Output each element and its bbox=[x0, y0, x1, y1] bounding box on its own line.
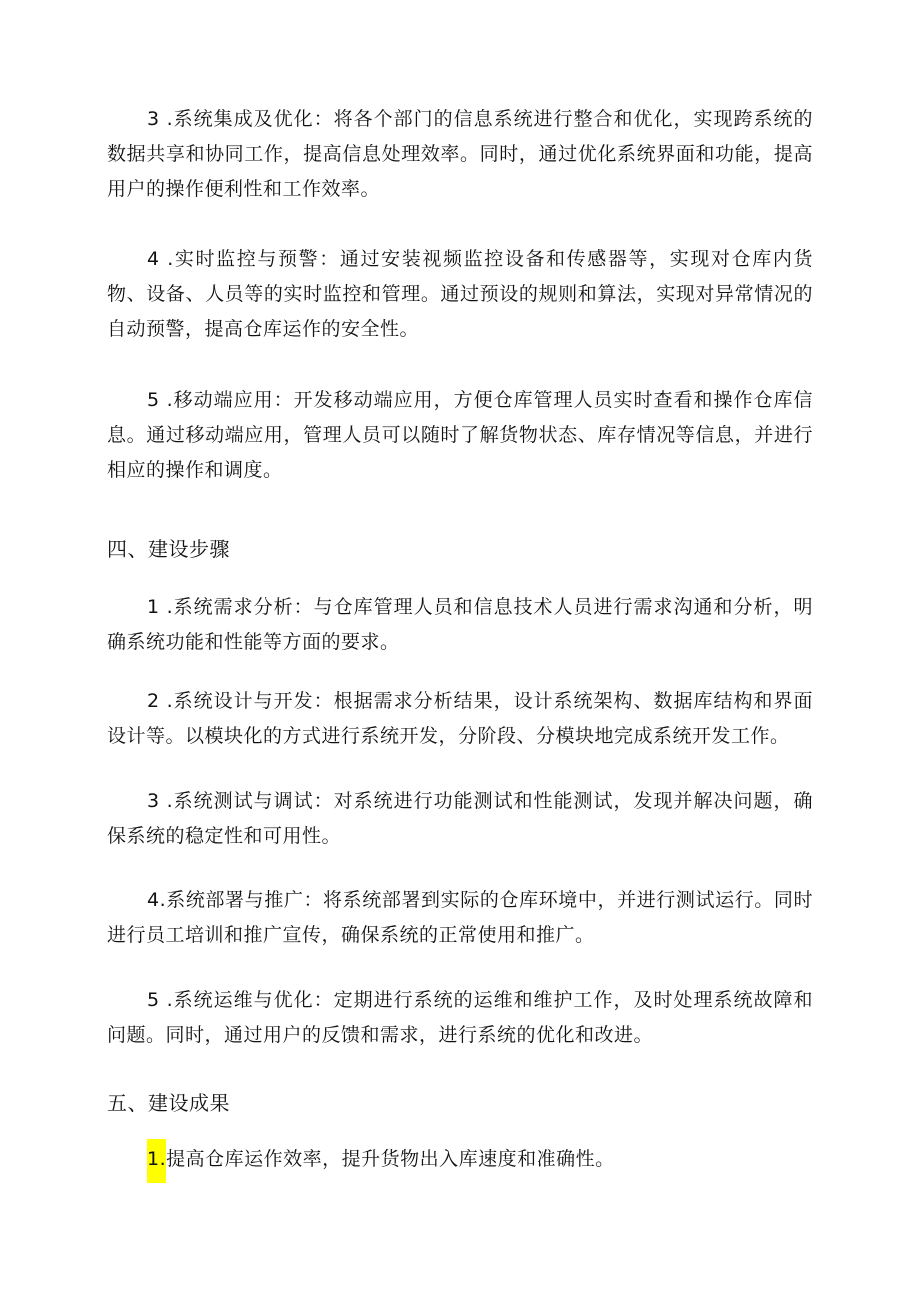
item-text: 提高仓库运作效率，提升货物出入库速度和准确性。 bbox=[166, 1148, 615, 1170]
paragraph-maintenance bbox=[107, 983, 813, 1053]
item-number: 5 bbox=[147, 389, 160, 411]
paragraph-result-efficiency bbox=[107, 1139, 813, 1183]
item-text: .移动端应用：开发移动端应用，方便仓库管理人员实时查看和操作仓库信息。通过移动端应用，管理人员可以随时了解货物状态、库存情况等信息，并进行相应的操作和调度。 bbox=[107, 389, 813, 481]
item-number: 2 bbox=[147, 690, 160, 712]
section-heading-steps: 四、建设步骤 bbox=[107, 537, 230, 561]
item-number: 4 bbox=[147, 248, 160, 270]
paragraph-testing bbox=[107, 784, 813, 854]
paragraph-monitoring bbox=[107, 242, 813, 347]
paragraph-integration bbox=[107, 102, 813, 207]
paragraph-design bbox=[107, 684, 813, 754]
section-heading-results: 五、建设成果 bbox=[107, 1091, 230, 1115]
item-text: .系统运维与优化：定期进行系统的运维和维护工作，及时处理系统故障和问题。同时，通过用户的反馈和需求，进行系统的优化和改进。 bbox=[107, 989, 813, 1046]
item-number: 5 bbox=[147, 989, 160, 1011]
item-number: 4 bbox=[147, 889, 160, 911]
item-number: 1 bbox=[147, 596, 160, 618]
item-text: .系统设计与开发：根据需求分析结果，设计系统架构、数据库结构和界面设计等。以模块化的方式进行系统开发，分阶段、分模块地完成系统开发工作。 bbox=[107, 690, 813, 747]
item-text: .系统测试与调试：对系统进行功能测试和性能测试，发现并解决问题，确保系统的稳定性和可用性。 bbox=[107, 790, 813, 847]
item-number: 3 bbox=[147, 108, 160, 130]
item-number: 3 bbox=[147, 790, 160, 812]
paragraph-requirements bbox=[107, 590, 813, 660]
item-text: .系统集成及优化：将各个部门的信息系统进行整合和优化，实现跨系统的数据共享和协同工作，提高信息处理效率。同时，通过优化系统界面和功能，提高用户的操作便利性和工作效率。 bbox=[107, 108, 813, 200]
item-number-highlighted: 1. bbox=[147, 1139, 166, 1183]
item-text: .系统需求分析：与仓库管理人员和信息技术人员进行需求沟通和分析，明确系统功能和性能等方面的要求。 bbox=[107, 596, 813, 653]
paragraph-deployment bbox=[107, 883, 813, 953]
item-text: .系统部署与推广：将系统部署到实际的仓库环境中，并进行测试运行。同时进行员工培训和推广宣传，确保系统的正常使用和推广。 bbox=[107, 889, 813, 946]
item-text: .实时监控与预警：通过安装视频监控设备和传感器等，实现对仓库内货物、设备、人员等的实时监控和管理。通过预设的规则和算法，实现对异常情况的自动预警，提高仓库运作的安全性。 bbox=[107, 248, 813, 340]
paragraph-mobile bbox=[107, 383, 813, 488]
